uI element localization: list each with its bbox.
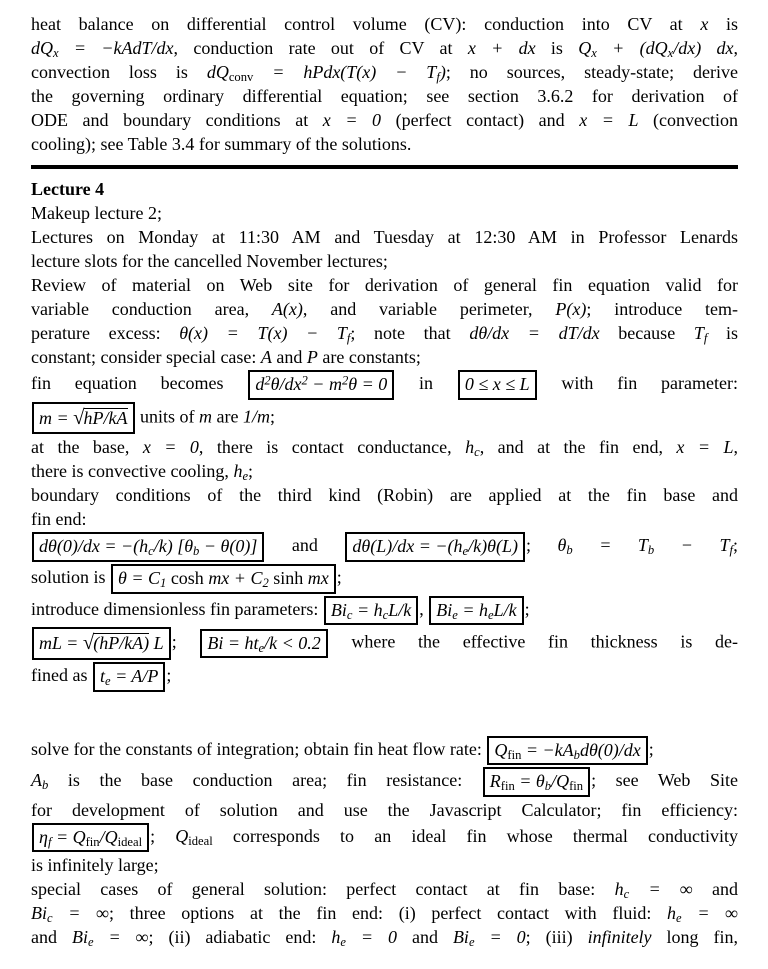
text-line [31, 853, 738, 877]
text-run: constant; consider special case: [31, 347, 261, 367]
text-run: and [271, 347, 307, 367]
boxed-equation: $t_e = A/P$ [93, 662, 165, 692]
boxed-equation: $Bi = ht_e/k < 0.2$ [200, 629, 327, 659]
text-run: , [419, 598, 429, 619]
text-run: there is convective cooling, [31, 461, 234, 482]
math-expression: P(x) [555, 299, 587, 319]
text-run: ; no sources, steady-state; derive [445, 62, 738, 82]
text-line [31, 369, 738, 401]
text-run: special cases of general solution: perfect contact at fin base: [31, 879, 615, 900]
text-line [31, 661, 738, 693]
vertical-gap [31, 693, 738, 735]
text-run: solution is [31, 566, 111, 587]
text-run: ; [525, 535, 558, 556]
text-line [31, 735, 738, 767]
text-run: ; [524, 598, 530, 619]
text-line [31, 132, 738, 156]
boxed-equation: 0 ≤ x ≤ L [458, 370, 537, 400]
text-line [31, 531, 738, 563]
text-run: (convection [638, 110, 738, 130]
text-line [31, 766, 738, 798]
text-line [31, 483, 738, 507]
text-run: corresponds to an ideal fin whose thermal conductivity [212, 825, 738, 846]
text-line [31, 108, 738, 132]
math-expression: $T_f$ [693, 323, 708, 346]
text-line [31, 822, 738, 854]
text-run: , there is contact conductance, [198, 437, 466, 458]
text-run: and [31, 927, 72, 948]
text-run: in [395, 372, 457, 393]
radical-sign: √ [73, 406, 85, 429]
math-expression: x + dx [467, 38, 536, 58]
text-run: boundary conditions of the third kind (Robin) are applied at the fin base and [31, 485, 738, 506]
text-line [31, 177, 738, 201]
math-expression: $Bi_c$ = ∞ [31, 903, 109, 926]
text-run: because [599, 323, 694, 343]
text-run: , and variable perimeter, [302, 299, 556, 319]
text-line [31, 84, 738, 108]
text-run: ODE and boundary conditions at [31, 110, 323, 130]
text-run: variable conduction area, [31, 299, 272, 319]
text-run: are [212, 406, 243, 427]
text-run: heat balance on differential control volume (CV): conduction into CV at [31, 14, 701, 34]
math-expression: x = L [579, 110, 639, 130]
math-expression: $h_e$ [233, 461, 249, 484]
math-expression: A(x) [271, 299, 303, 319]
text-run: is [535, 38, 579, 58]
math-expression: x = 0 [142, 437, 199, 458]
text-run: , [733, 38, 739, 58]
text-line [31, 507, 738, 531]
text-line [31, 297, 738, 321]
text-run: is infinitely large; [31, 855, 159, 876]
text-run: where the effective fin thickness is de- [328, 631, 738, 652]
boxed-equation: $Bi_e = h_eL/k$ [429, 596, 523, 626]
math-expression: 1/m [243, 406, 270, 427]
boxed-equation: $d\theta(L)/dx = -(h_e/k)\theta(L)$ [345, 532, 525, 562]
section-divider [31, 165, 738, 169]
text-run: with fin parameter: [537, 372, 738, 393]
text-run: , [733, 437, 738, 458]
text-run: convection loss is [31, 62, 207, 82]
boxed-equation: $R_{fin} = \theta_b/Q_{fin}$ [483, 767, 590, 797]
text-line [31, 877, 738, 901]
text-line [31, 225, 738, 249]
math-expression: dθ/dx = dT/dx [469, 323, 600, 343]
boxed-equation: mL = √(hP/kA) L [32, 627, 171, 660]
text-run: fin end: [31, 509, 87, 530]
text-run: ; [270, 406, 276, 427]
math-expression: A [260, 347, 272, 367]
text-line [31, 595, 738, 627]
boxed-equation: $Bi_c = h_cL/k$ [324, 596, 418, 626]
text-run: Makeup lecture 2; [31, 203, 162, 223]
text-run: solve for the constants of integration; obtain fin heat flow rate: [31, 738, 487, 759]
text-run: ; [648, 738, 654, 759]
text-run: long fin, [651, 927, 738, 948]
section-heading: Lecture 4 [31, 179, 105, 199]
text-run: and [397, 927, 453, 948]
text-run: introduce dimensionless fin parameters: [31, 598, 323, 619]
math-expression: $Bi_e$ = ∞ [71, 927, 149, 950]
text-run: ; (iii) [525, 927, 588, 948]
math-expression: $dQ_{conv}$ = hPdx(T(x) − $T_f$) [206, 62, 446, 85]
math-expression: x [700, 14, 709, 34]
text-line [31, 12, 738, 36]
text-line [31, 901, 738, 925]
text-run: and [265, 535, 345, 556]
heat-balance-paragraph [31, 12, 738, 156]
math-expression: x = 0 [322, 110, 382, 130]
math-expression: x = L [676, 437, 734, 458]
text-line [31, 273, 738, 297]
text-run: fin equation becomes [31, 372, 248, 393]
text-run: is the base conduction area; fin resistance: [48, 770, 482, 791]
square-root: √hP/kA [73, 406, 128, 429]
math-expression: $h_e$ = ∞ [667, 903, 738, 926]
text-run: is [707, 323, 738, 343]
text-line [31, 925, 738, 949]
solution-section [31, 735, 738, 950]
text-run: ; [336, 566, 342, 587]
math-expression: P [306, 347, 318, 367]
text-run: , conduction rate out of CV at [173, 38, 468, 58]
text-run: ; (ii) adiabatic end: [148, 927, 332, 948]
text-run: fined as [31, 664, 92, 685]
text-line [31, 201, 738, 225]
text-run: ; [248, 461, 254, 482]
text-line [31, 401, 738, 436]
math-expression: $Q_{ideal}$ [175, 825, 213, 848]
text-line [31, 36, 738, 60]
text-run: ; three options at the fin end: (i) perfect contact with fluid: [108, 903, 668, 924]
math-expression: $\theta_b = T_b - T_f$ [557, 535, 733, 558]
text-line [31, 60, 738, 84]
text-run: ; [150, 825, 176, 846]
radical-sign: √ [82, 632, 95, 655]
text-run: ; introduce tem- [586, 299, 738, 319]
text-run: (perfect contact) and [381, 110, 580, 130]
boxed-equation: m = √hP/kA [32, 402, 135, 435]
boxed-equation: $\eta_f = Q_{fin}/Q_{ideal}$ [32, 823, 149, 853]
lecture-4-section [31, 177, 738, 693]
math-expression: $h_e = 0$ [331, 927, 397, 950]
text-run: perature excess: [31, 323, 180, 343]
text-run: Lectures on Monday at 11:30 AM and Tuesday at 12:30 AM in Professor Lenards [31, 227, 738, 247]
math-expression: $A_b$ [31, 770, 49, 793]
text-run: Review of material on Web site for derivation of general fin equation valid for [31, 275, 738, 295]
text-line [31, 345, 738, 369]
text-run: at the base, [31, 437, 143, 458]
text-run: ; note that [350, 323, 470, 343]
text-run: are constants; [317, 347, 421, 367]
emphasis-text: infinitely [587, 927, 652, 948]
boxed-equation: $d^2\theta/dx^2 - m^2\theta = 0$ [248, 370, 394, 400]
text-line [31, 435, 738, 459]
boxed-equation: $\theta = C_1$ cosh mx + $C_2$ sinh mx [111, 564, 336, 594]
text-line [31, 563, 738, 595]
text-line [31, 798, 738, 822]
text-run: ; [166, 664, 172, 685]
text-line [31, 459, 738, 483]
text-run: lecture slots for the cancelled November lectures; [31, 251, 388, 271]
text-line [31, 321, 738, 345]
text-line [31, 626, 738, 661]
square-root: √(hP/kA) [82, 632, 150, 655]
text-run: for development of solution and use the Javascript Calculator; fin efficiency: [31, 799, 738, 820]
math-expression: $dQ_x$ = −kAdT/dx [31, 38, 174, 61]
text-run: units of [135, 406, 200, 427]
math-expression: $h_c$ = ∞ [614, 879, 693, 902]
math-expression: $\theta(x) = T(x) - T_f$ [179, 323, 351, 346]
boxed-equation: $d\theta(0)/dx = -(h_c/k) [\theta_b - \theta(0)]$ [32, 532, 264, 562]
text-run: ; [732, 535, 738, 556]
math-expression: $Q_x + (dQ_x/dx)$ dx [578, 38, 734, 61]
text-run: ; [171, 631, 200, 652]
math-expression: $Bi_e = 0$ [452, 927, 526, 950]
text-run: cooling); see Table 3.4 for summary of the solutions. [31, 134, 412, 154]
text-line [31, 249, 738, 273]
boxed-equation: $Q_{fin} = -kA_bd\theta(0)/dx$ [487, 736, 647, 766]
text-run: , and at the fin end, [479, 437, 677, 458]
math-expression: $h_c$ [465, 437, 480, 460]
text-run: the governing ordinary differential equation; see section 3.6.2 for derivation of [31, 86, 738, 106]
text-run: is [708, 14, 738, 34]
math-expression: m [199, 406, 213, 427]
text-run: and [692, 879, 739, 900]
text-run: ; see Web Site [591, 770, 738, 791]
